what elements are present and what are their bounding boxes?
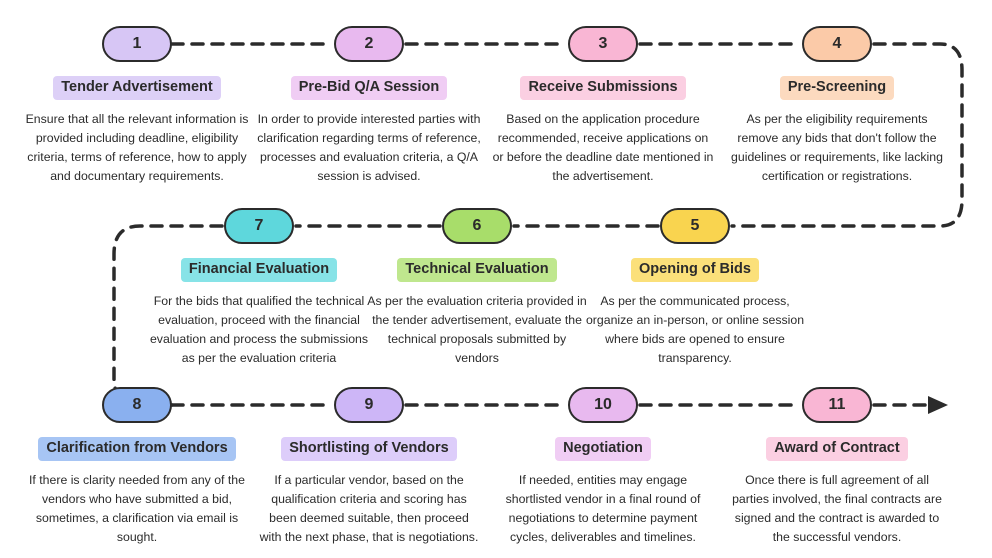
step-title-7: Financial Evaluation — [181, 258, 337, 282]
step-description-6: As per the evaluation criteria provided in the tender advertisement, evaluate the technical proposals submitted by vendors — [367, 293, 587, 365]
flow-step-11[interactable] — [721, 387, 953, 547]
step-description-2: In order to provide interested parties with clarification regarding terms of reference, processes and evaluation criteria, a Q/A session is advised. — [257, 111, 481, 183]
step-number-badge-5[interactable] — [660, 208, 730, 244]
step-title-11: Award of Contract — [766, 437, 907, 461]
step-title-9: Shortlisting of Vendors — [281, 437, 457, 461]
flow-step-7[interactable] — [143, 208, 375, 368]
step-description-5: As per the communicated process, organize an in-person, or online session where bids are opened to ensure transparency. — [585, 293, 805, 365]
step-number-badge-9[interactable] — [334, 387, 404, 423]
step-number-badge-3[interactable] — [568, 26, 638, 62]
step-number-4: 4 — [832, 35, 842, 52]
step-number-badge-11[interactable] — [802, 387, 872, 423]
step-number-7: 7 — [254, 217, 264, 234]
step-description-10: If needed, entities may engage shortlisted vendor in a final round of negotiations to determine payment cycles, deliverables and timelines. — [505, 472, 701, 544]
step-number-11: 11 — [828, 396, 846, 413]
step-number-9: 9 — [364, 396, 374, 413]
flow-step-1[interactable] — [21, 26, 253, 186]
step-number-badge-6[interactable] — [442, 208, 512, 244]
step-number-badge-8[interactable] — [102, 387, 172, 423]
flow-step-5[interactable] — [579, 208, 811, 368]
flow-step-6[interactable] — [361, 208, 593, 368]
step-description-11: Once there is full agreement of all parties involved, the final contracts are signed and the contract is awarded to the successful vendors. — [732, 472, 942, 544]
flow-step-8[interactable] — [21, 387, 253, 547]
step-number-5: 5 — [690, 217, 700, 234]
step-number-badge-4[interactable] — [802, 26, 872, 62]
flow-step-2[interactable] — [253, 26, 485, 186]
flow-step-3[interactable] — [487, 26, 719, 186]
step-title-10: Negotiation — [555, 437, 651, 461]
step-title-1: Tender Advertisement — [53, 76, 221, 100]
step-description-4: As per the eligibility requirements remove any bids that don't follow the guidelines or requirements, like lacking certification or registrations. — [731, 111, 943, 183]
flow-step-4[interactable] — [721, 26, 953, 186]
step-description-8: If there is clarity needed from any of the vendors who have submitted a bid, sometimes, a clarification via email is sought. — [29, 472, 245, 544]
flow-step-10[interactable] — [487, 387, 719, 547]
step-number-10: 10 — [594, 396, 612, 413]
step-description-9: If a particular vendor, based on the qualification criteria and scoring has been deemed suitable, then proceed with the next phase, that is negotiations. — [259, 472, 479, 544]
flow-step-9[interactable] — [253, 387, 485, 547]
step-number-badge-7[interactable] — [224, 208, 294, 244]
step-title-2: Pre-Bid Q/A Session — [291, 76, 447, 100]
step-description-7: For the bids that qualified the technical evaluation, proceed with the financial evaluation and process the submissions as per the evaluation criteria — [149, 293, 369, 365]
step-number-badge-10[interactable] — [568, 387, 638, 423]
step-number-1: 1 — [132, 35, 142, 52]
step-number-badge-2[interactable] — [334, 26, 404, 62]
step-title-3: Receive Submissions — [520, 76, 685, 100]
step-number-3: 3 — [598, 35, 608, 52]
step-number-badge-1[interactable] — [102, 26, 172, 62]
step-description-1: Ensure that all the relevant information is provided including deadline, eligibility criteria, terms of reference, how to apply and documentary requirements. — [25, 111, 249, 183]
step-number-2: 2 — [364, 35, 374, 52]
step-number-6: 6 — [472, 217, 482, 234]
step-title-8: Clarification from Vendors — [38, 437, 235, 461]
step-description-3: Based on the application procedure recommended, receive applications on or before the deadline date mentioned in the advertisement. — [492, 111, 714, 183]
step-title-5: Opening of Bids — [631, 258, 759, 282]
step-title-6: Technical Evaluation — [397, 258, 556, 282]
step-number-8: 8 — [132, 396, 142, 413]
step-title-4: Pre-Screening — [780, 76, 894, 100]
